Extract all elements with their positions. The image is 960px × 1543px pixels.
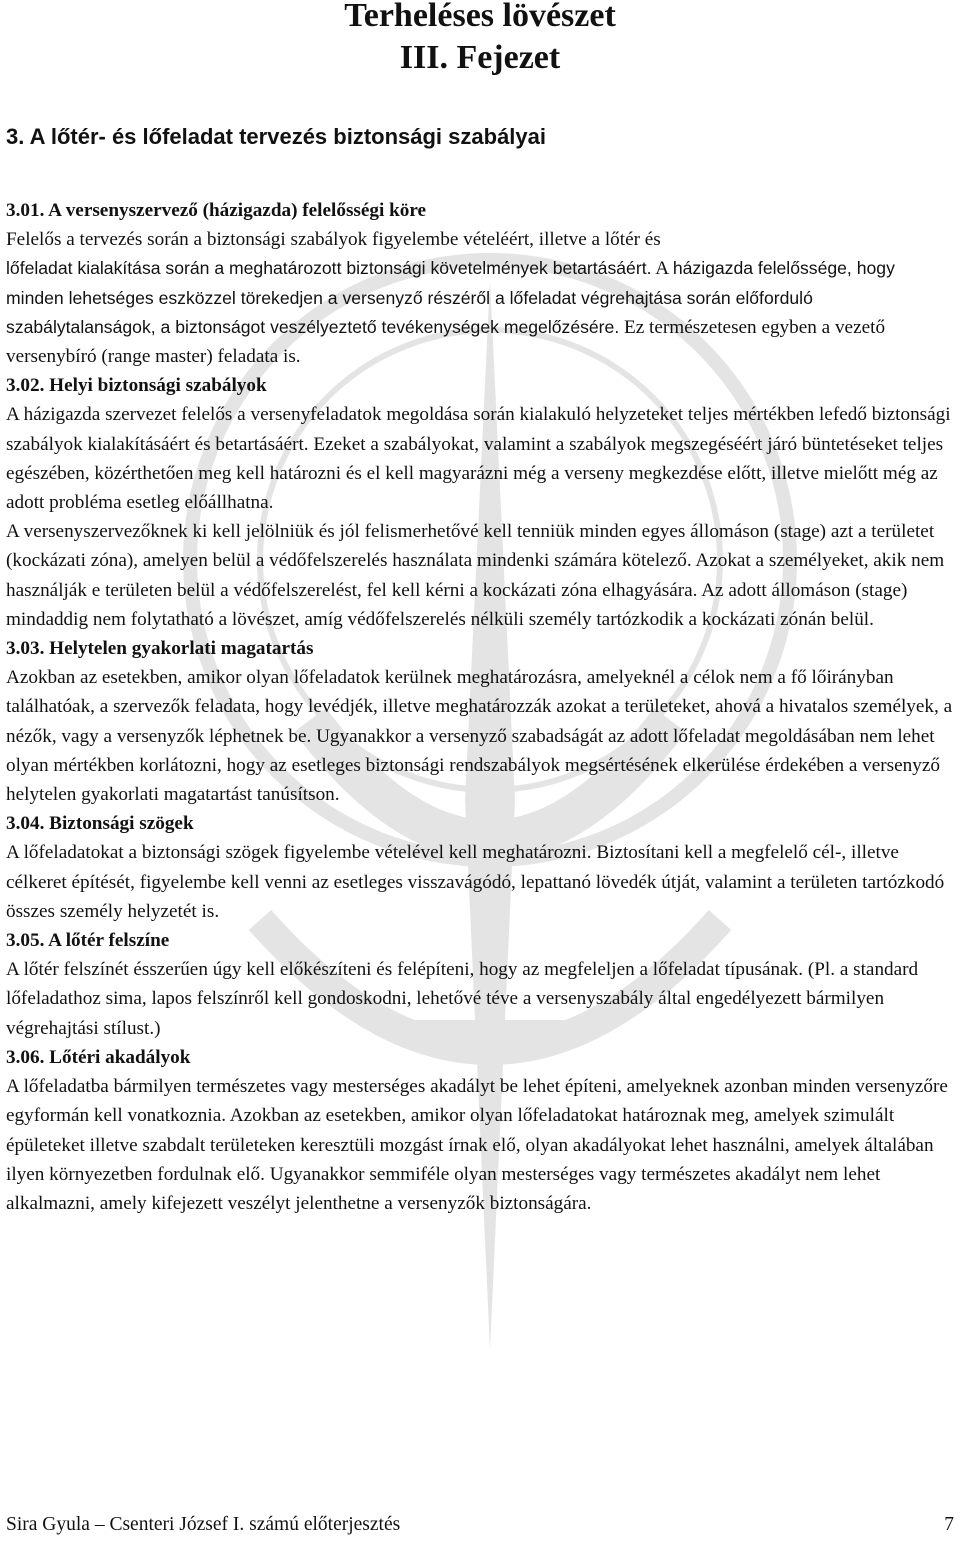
section-3-06-paragraph: A lőfeladatba bármilyen természetes vagy mesterséges akadályt be lehet építeni, amelyeknek azonban minden versenyzőre egyformán kell vonatkoznia. Azokban az esetekben, amikor olyan lőfeladatokat határoznak meg, amelyek szimulált épületeket illetve szabdalt területeken keresztüli mozgást írnak elő, olyan akadályokat lehet használni, amelyek általában ilyen környezetben fordulnak elő. Ugyanakkor semmiféle olyan mesterséges vagy természetes akadályt nem lehet alkalmazni, amely kifejezett veszélyt jelenthetne a versenyzők biztonságára.: [6, 1076, 948, 1214]
document-body: [6, 196, 956, 1218]
section-3-01-sans-text: lőfeladat kialakítása során a meghatározott biztonsági követelmények betartásáért.: [6, 258, 652, 279]
section-3-03-heading: [6, 634, 956, 663]
section-3-05-paragraph: A lőtér felszínét ésszerűen úgy kell előkészíteni és felépíteni, hogy az megfeleljen a lőfeladat típusának. (Pl. a standard lőfeladathoz sima, lapos felszínről kell gondoskodni, lehetővé téve a versenyszabály által engedélyezett bármilyen végrehajtási stílust.): [6, 959, 919, 1039]
section-3-01-sans-text-2: házigazda felelőssége, hogy minden lehetséges eszközzel törekedjen a versenyző részéről a lőfeladat végrehajtása során előforduló szabálytalanságok, a biztonságot veszélyeztető tevékenységek megelőzésére.: [6, 258, 895, 337]
section-3-01-serif-text: A: [651, 258, 669, 280]
page-number: 7: [944, 1514, 954, 1535]
section-number: 3.03.: [6, 638, 45, 660]
section-title: A lőtér felszíne: [48, 930, 170, 952]
section-3-01-line-1: Felelős a tervezés során a biztonsági szabályok figyelembe vételéért, illetve a lőtér és: [6, 229, 661, 251]
section-3-06-heading: [6, 1043, 956, 1072]
chapter-title: III. Fejezet: [399, 39, 561, 76]
section-title: Lőtéri akadályok: [49, 1046, 191, 1068]
section-3-04-heading: [6, 809, 956, 838]
page-footer: [6, 1514, 954, 1536]
section-3-02-paragraph-1: A házigazda szervezet felelős a versenyfeladatok megoldása során kialakuló helyzeteket teljes mértékben lefedő biztonsági szabályok kialakításáért és betartásáért. Ezeket a szabályokat, valamint a szabályok megszegéséért járó büntetéseket teljes egészében, közérthetően meg kell határozni és el kell magyarázni még a verseny megkezdése előtt, illetve mielőtt még az adott probléma esetleg előállhatna.: [6, 404, 951, 514]
section-number: 3.04.: [6, 813, 45, 835]
section-title: Helyi biztonsági szabályok: [49, 375, 267, 397]
section-3-05-heading: [6, 926, 956, 955]
section-title: Biztonsági szögek: [49, 813, 194, 835]
section-3-01-heading: 3.01. A versenyszervező (házigazda) felelősségi köre: [6, 200, 427, 221]
section-3-01-paragraph: [6, 254, 956, 371]
section-3-02-heading: [6, 371, 956, 400]
section-3-01-serif-text-2: Ez természetesen egyben a vezető versenybíró (range master) feladata is.: [6, 316, 886, 368]
section-3-04-paragraph: A lőfeladatokat a biztonsági szögek figyelembe vételével kell meghatározni. Biztosítani kell a megfelelő cél-, illetve célkeret építését, figyelembe kell venni az esetleges visszavágódó, lepattanó lövedék útját, valamint a területen tartózkodó összes személy helyzetét is.: [6, 842, 945, 922]
section-heading: 3. A lőtér- és lőfeladat tervezés biztonsági szabályai: [6, 124, 546, 149]
section-3-02-paragraph-2: A versenyszervezőknek ki kell jelölniük és jól felismerhetővé kell tenniük minden egyes állomáson (stage) azt a területet (kockázati zóna), amelyen belül a védőfelszerelés használata mindenki számára kötelező. Azokat a személyeket, akik nem használják e területen belül a védőfelszerelést, fel kell kérni a kockázati zóna elhagyására. Az adott állomáson (stage) mindaddig nem folytatható a lövészet, amíg védőfelszerelés nélküli személy tartózkodik a kockázati zónán belül.: [6, 521, 945, 630]
section-number: 3.05.: [6, 930, 45, 952]
section-title: Helytelen gyakorlati magatartás: [49, 638, 314, 660]
section-number: 3.06.: [6, 1046, 45, 1068]
section-3-03-paragraph: Azokban az esetekben, amikor olyan lőfeladatok kerülnek meghatározásra, amelyeknél a célok nem a fő lőirányban találhatóak, a szervezők feladata, hogy levédjék, illetve meghatározzák azokat a területeket, ahová a hivatalos személyek, a nézők, vagy a versenyzők léphetnek be. Ugyanakkor a versenyző szabadságát az adott lőfeladat megoldásában nem lehet olyan mértékben korlátozni, hogy az esetleges biztonsági rendszabályok megsértésének elkerülése érdekében a versenyző helytelen gyakorlati magatartást tanúsítson.: [6, 667, 953, 806]
section-number: 3.02.: [6, 375, 45, 397]
footer-author: Sira Gyula – Csenteri József I. számú előterjesztés: [6, 1514, 401, 1535]
document-title: Terheléses lövészet: [344, 0, 616, 34]
